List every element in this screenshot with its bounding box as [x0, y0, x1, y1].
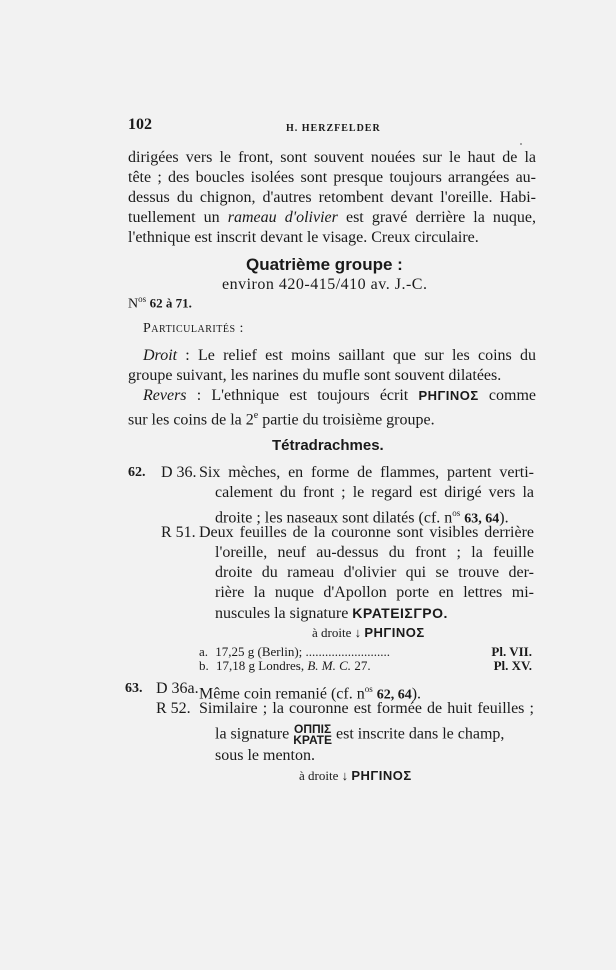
section-title: Quatrième groupe : [246, 255, 403, 274]
text-run: est gravé derrière la nuque, [337, 209, 537, 226]
droit-line [143, 346, 536, 366]
droit-line: groupe suivant, les narines du mufle sont souvent dilatées. [128, 367, 502, 384]
entry-line: calement du front ; le regard est dirigé vers la [215, 484, 534, 501]
entry-line: l'oreille, neuf au-dessus du front ; la feuille [215, 544, 534, 561]
numbers-prefix: N [128, 296, 139, 312]
numbers-sup: os [138, 294, 147, 304]
cross-refs: 62, 64 [376, 687, 412, 703]
subheading-tetradrachmes: Tétradrachmes. [272, 437, 384, 454]
text-run: ). [411, 685, 422, 703]
entry-line: sous le menton. [215, 747, 315, 764]
nos-sup: os [364, 684, 373, 694]
droit-label: Droit [143, 347, 178, 364]
entry-number: 63. [125, 681, 143, 696]
ordinal-sup: e [253, 410, 259, 421]
plate-reference: Pl. XV. [493, 658, 532, 673]
signature-top: ΟΠΠΙΣ [294, 722, 332, 736]
specimen-text: 17,25 g (Berlin); [215, 644, 306, 659]
die-code: D 36. [161, 464, 197, 481]
signature-bottom: ΚΡΑΤΕ [293, 733, 332, 747]
nos-sup: os [452, 508, 461, 518]
text-run: sur les coins de la 2 [128, 411, 254, 429]
legend-text: à droite ↓ [299, 768, 352, 783]
specimen-text-italic: B. M. C. [307, 658, 352, 673]
revers-line [128, 406, 435, 430]
running-header-author: H. HERZFELDER [286, 123, 381, 134]
paragraph-line: dirigées vers le front, sont souvent nouées sur le haut de la [128, 149, 536, 166]
text-run: la signature [215, 725, 294, 743]
text-run: nuscules la signature [215, 605, 353, 622]
leader-dots: .......................... [305, 644, 391, 659]
specimen-letter: b. [199, 658, 209, 673]
italic-term: rameau d'olivier [227, 209, 338, 226]
catalogue-numbers [128, 294, 192, 313]
revers-label: Revers [143, 387, 187, 404]
legend-line [312, 625, 425, 641]
text-run: comme [478, 387, 537, 404]
signature-inscription: ΚΡΑΤΕΙΣΓΡΟ. [352, 605, 448, 621]
stacked-signature [293, 724, 332, 746]
specimen-letter: a. [199, 644, 209, 659]
text-run: est inscrite dans le champ, [332, 725, 505, 743]
legend-line [299, 768, 412, 784]
text-run: droite ; les naseaux sont dilatés (cf. n [215, 509, 453, 527]
entry-line [215, 724, 534, 746]
section-date-range: environ 420-415/410 av. J.-C. [222, 276, 428, 293]
legend-text: à droite ↓ [312, 625, 365, 640]
specimen-row [199, 658, 534, 674]
text-run: tuellement un [128, 209, 228, 226]
speck [520, 143, 522, 145]
ethnic-inscription: ΡΗΓΙΝΟΣ [364, 625, 425, 640]
specimen-text: 17,18 g Londres, [216, 658, 308, 673]
revers-line [143, 386, 536, 406]
plate-reference: Pl. VII. [491, 644, 532, 659]
entry-line: Deux feuilles de la couronne sont visibles derrière [199, 524, 534, 541]
paragraph-line [128, 208, 536, 228]
text-run: : L'ethnique est toujours écrit [186, 387, 419, 404]
numbers-range: 62 à 71. [149, 295, 192, 311]
specimen-text: 27. [351, 658, 371, 673]
entry-number: 62. [128, 465, 146, 480]
entry-line [215, 603, 448, 624]
entry-line: Six mèches, en forme de flammes, partent verti- [199, 464, 534, 481]
die-code: R 51. [161, 524, 196, 541]
text-run: Même coin remanié (cf. n [199, 685, 365, 703]
die-code: R 52. [156, 700, 191, 717]
text-run: : Le relief est moins saillant que sur les coins du [177, 347, 536, 364]
text-run: partie du troisième groupe. [258, 411, 435, 429]
particularites-heading: Particularités : [143, 321, 244, 336]
entry-line: Similaire ; la couronne est formée de huit feuilles ; [199, 700, 534, 717]
text-run: ). [499, 509, 509, 527]
entry-line: rière la nuque d'Apollon porte en lettres mi- [215, 584, 534, 601]
paragraph-line: tête ; des boucles isolées sont presque toujours arrangées au- [128, 169, 536, 186]
die-code: D 36a. [156, 680, 199, 697]
ethnic-inscription: ΡΗΓΙΝΟΣ [351, 768, 412, 783]
entry-line: droite du rameau d'olivier qui se trouve der- [215, 564, 534, 581]
paragraph-line: dessus du chignon, d'autres retombent devant l'oreille. Habi- [128, 189, 536, 206]
cross-refs: 63, 64 [464, 511, 500, 527]
ethnic-inscription: ΡΗΓΙΝΟΣ [418, 388, 479, 403]
page-number: 102 [128, 116, 152, 133]
paragraph-line: l'ethnique est inscrit devant le visage. Creux circulaire. [128, 229, 479, 246]
